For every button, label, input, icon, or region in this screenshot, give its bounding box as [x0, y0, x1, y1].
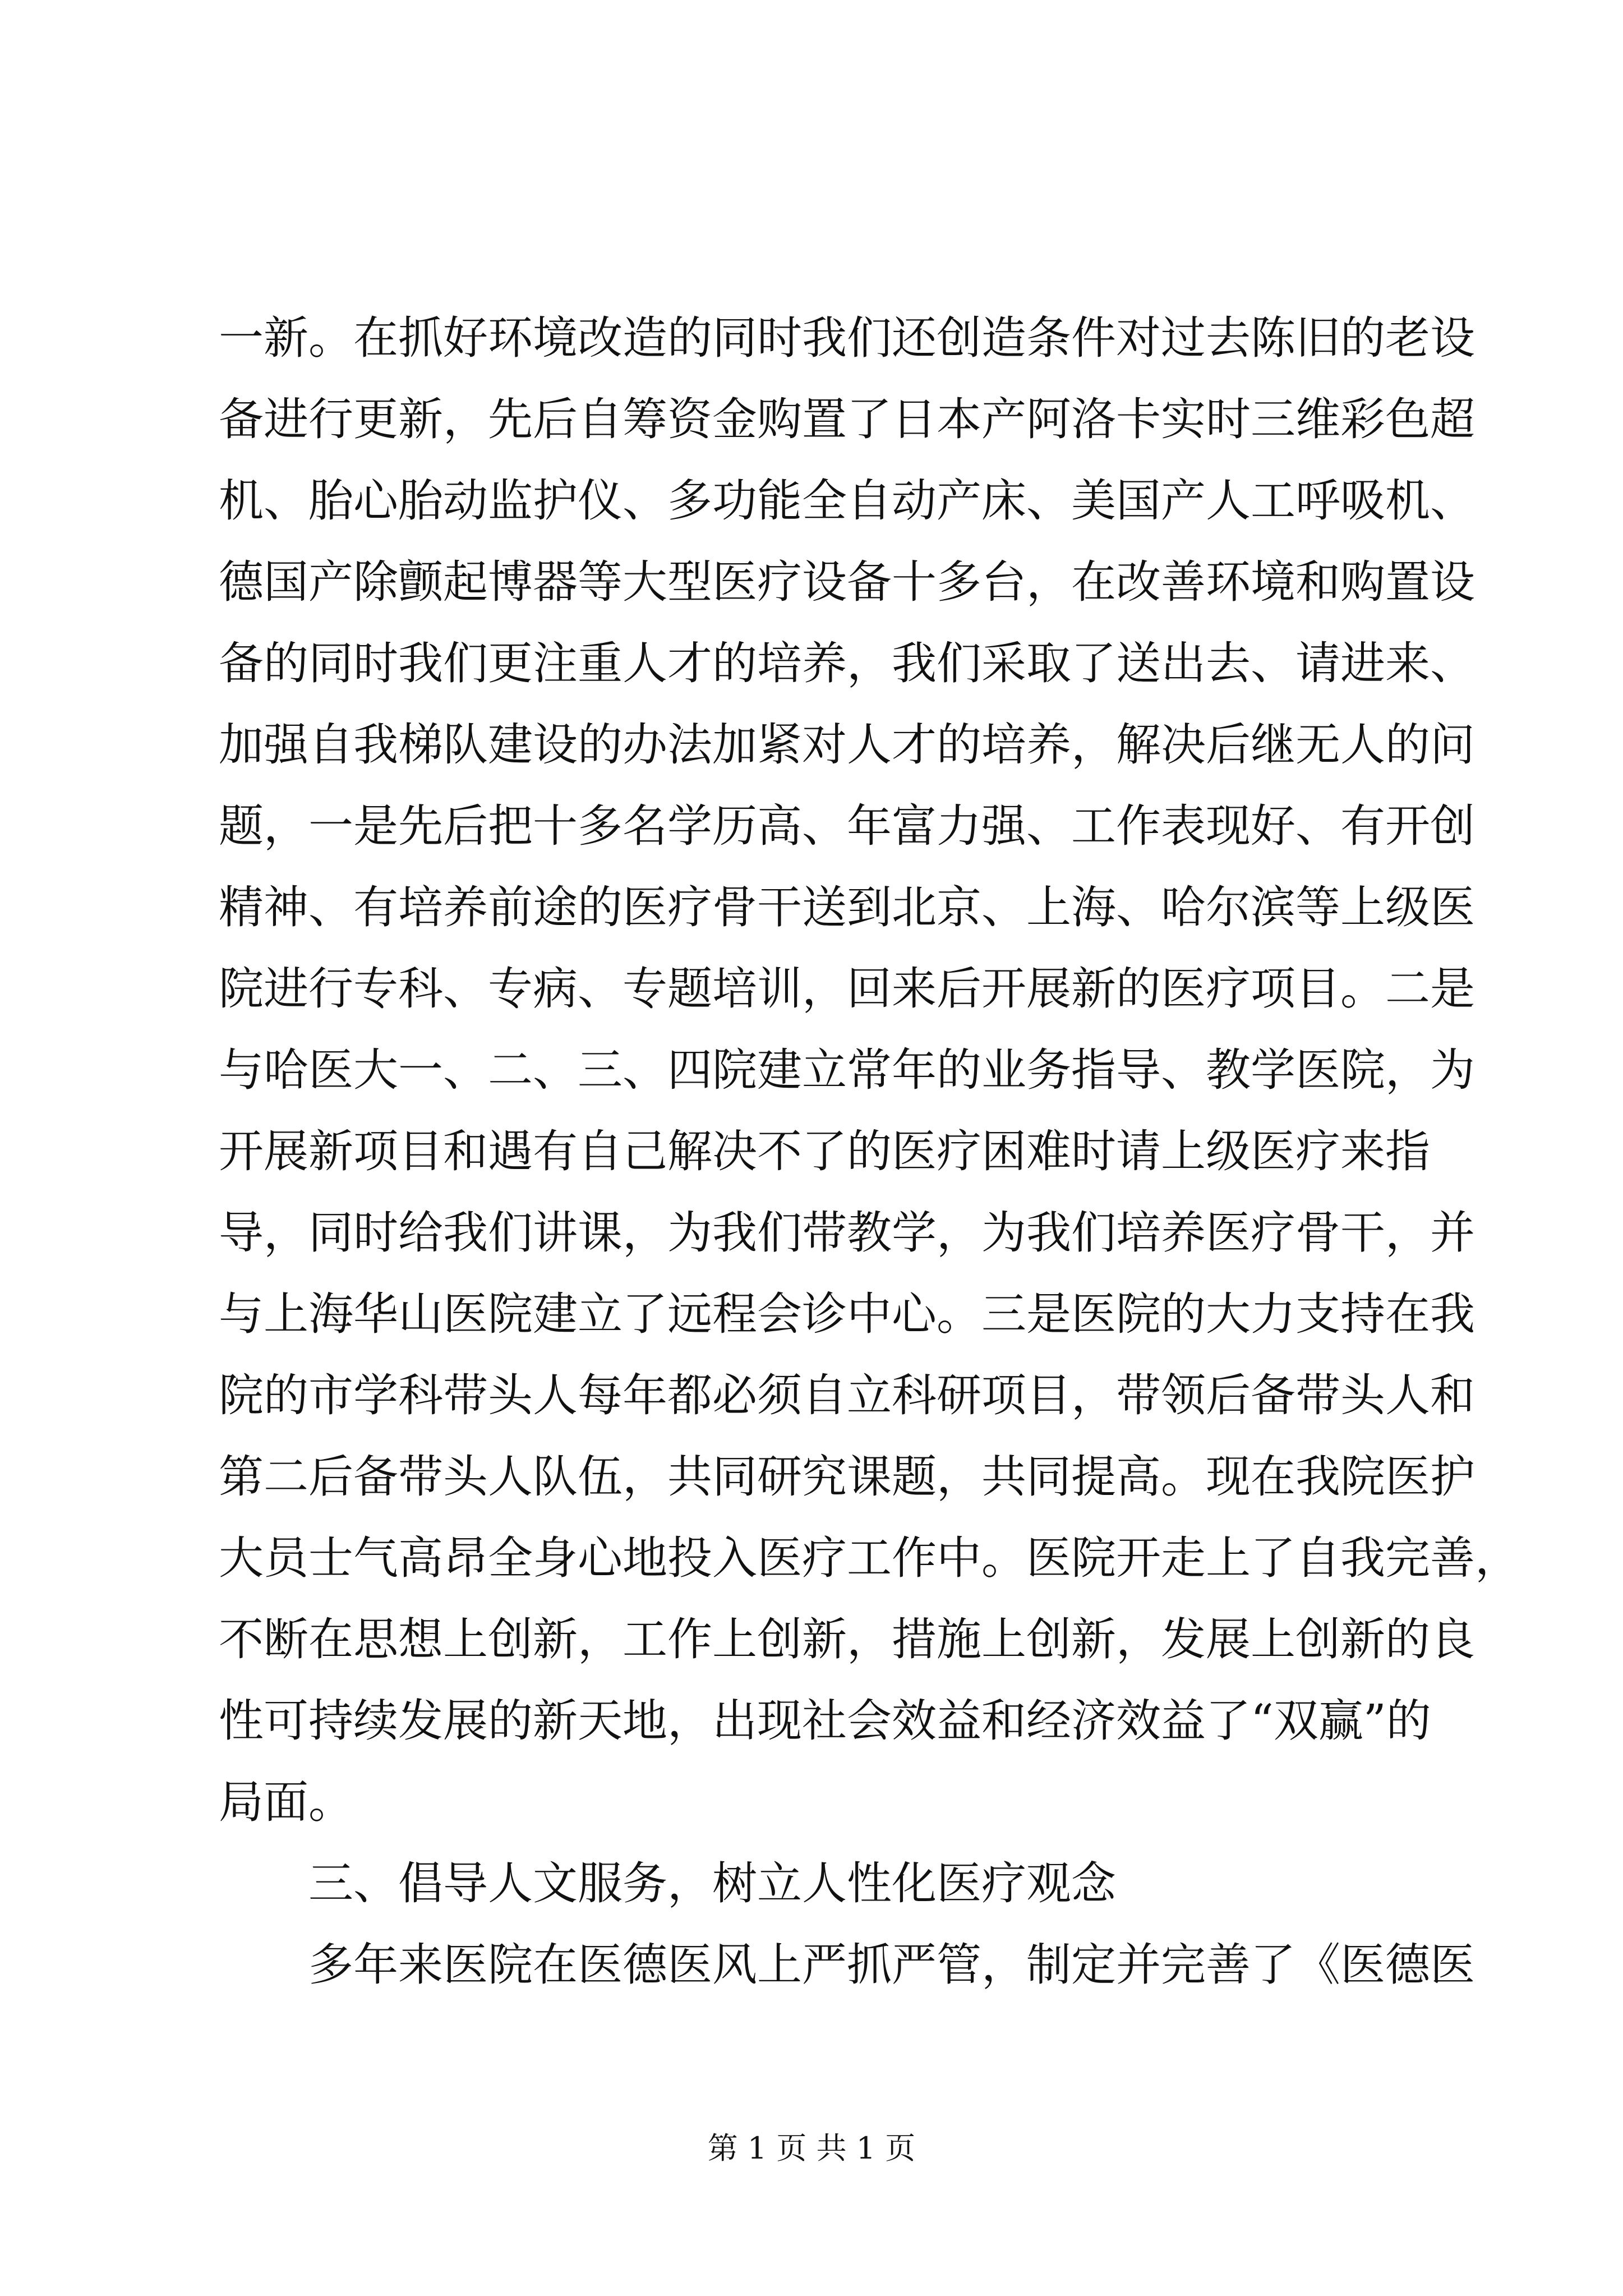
paragraph-first-line: 多年来医院在医德医风上严抓严管，制定并完善了《医德医: [308, 1939, 1475, 1991]
text-line: 与上海华山医院建立了远程会诊中心。三是医院的大力支持在我: [219, 1288, 1475, 1340]
text-line: 第二后备带头人队伍，共同研究课题，共同提高。现在我院医护: [219, 1451, 1475, 1503]
page-footer: 第 1 页 共 1 页: [707, 2131, 916, 2166]
text-line: 备进行更新，先后自筹资金购置了日本产阿洛卡实时三维彩色超: [219, 393, 1475, 445]
text-line: 开展新项目和遇有自己解决不了的医疗困难时请上级医疗来指: [219, 1125, 1430, 1177]
text-line: 精神、有培养前途的医疗骨干送到北京、上海、哈尔滨等上级医: [219, 881, 1475, 933]
body-text: [219, 297, 1520, 2005]
text-line: 院的市学科带头人每年都必须自立科研项目，带领后备带头人和: [219, 1369, 1475, 1421]
text-line: 一新。在抓好环境改造的同时我们还创造条件对过去陈旧的老设: [219, 312, 1475, 364]
text-line: 不断在思想上创新，工作上创新，措施上创新，发展上创新的良: [219, 1613, 1475, 1665]
text-line: 与哈医大一、二、三、四院建立常年的业务指导、教学医院，为: [219, 1044, 1475, 1096]
text-line: 机、胎心胎动监护仪、多功能全自动产床、美国产人工呼吸机、: [219, 475, 1475, 527]
text-line: 题，一是先后把十多名学历高、年富力强、工作表现好、有开创: [219, 800, 1475, 852]
text-line: 局面。: [219, 1776, 353, 1828]
text-line: 院进行专科、专病、专题培训，回来后开展新的医疗项目。二是: [219, 963, 1475, 1015]
text-line: 备的同时我们更注重人才的培养，我们采取了送出去、请进来、: [219, 637, 1475, 689]
text-line: 大员士气高昂全身心地投入医疗工作中。医院开走上了自我完善，: [219, 1532, 1520, 1584]
text-line: 德国产除颤起博器等大型医疗设备十多台，在改善环境和购置设: [219, 556, 1475, 608]
text-line: 导，同时给我们讲课，为我们带教学，为我们培养医疗骨干，并: [219, 1207, 1475, 1259]
text-line: 性可持续发展的新天地，出现社会效益和经济效益了“双赢”的: [219, 1695, 1431, 1747]
text-line: 加强自我梯队建设的办法加紧对人才的培养，解决后继无人的问: [219, 719, 1475, 771]
section-heading: 三、倡导人文服务，树立人性化医疗观念: [308, 1857, 1116, 1910]
